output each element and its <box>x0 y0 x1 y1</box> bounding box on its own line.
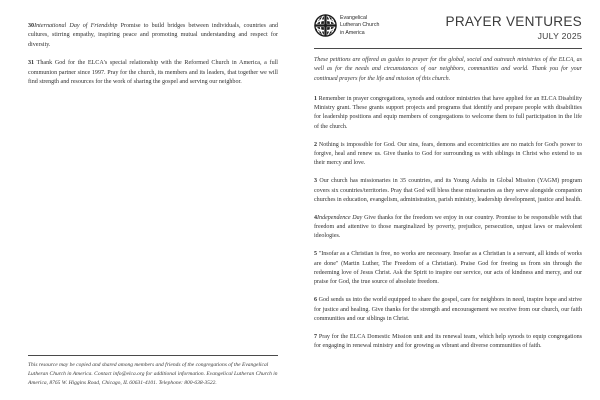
entry-number: 3 <box>314 178 318 185</box>
prayer-entry <box>314 177 582 205</box>
header-divider <box>314 48 582 49</box>
prayer-entry <box>314 141 582 169</box>
entry-text: "Insofar as a Christian is free, no works are necessary. Insofar as a Christian is a servant, all kinds of works are done" (Martin Luther, The Freedom of a Christian). Praise God for freeing us from sin through the redeeming love of Jesus Christ. Ask the Spirit to inspire our service, our acts of kindness and mercy, and our praise for God, the true source of absolute freedom. <box>314 251 582 286</box>
brand-line-2: Lutheran Church <box>340 22 380 29</box>
entry-number: 7 <box>314 333 318 340</box>
entry-text: Our church has missionaries in 35 countries, and its Young Adults in Global Mission (YAGM) program covers six countries/territories. Pray that God will bless these missionaries as they serve alongside companion churches in education, evangelism, administration, parish ministry, leadership development, justice and health. <box>314 178 582 203</box>
entry-text: Pray for the ELCA Domestic Mission unit and its renewal team, which help synods to equip congregations for engaging in renewal ministry and for growing as vibrant and diverse communities of faith. <box>314 333 582 350</box>
footer-text: This resource may be copied and shared among members and friends of the congregations of the Evangelical Lutheran Church in America. Contact info@elca.org for additional information. Evangelical Lutheran Church in America, 8765 W. Higgins Road, Chicago, IL 60631-4101. Telephone: 800-638-3522. <box>28 362 278 387</box>
brand-line-1: Evangelical <box>340 15 368 21</box>
prayer-entry <box>314 214 582 242</box>
entry-text: God sends us into the world equipped to share the gospel, care for neighbors in need, inspire hope and strive for justice and healing. Give thanks for the strength and encouragement we receive from our church, our faith communities and our siblings in Christ. <box>314 297 582 322</box>
entry-number: 1 <box>314 95 318 102</box>
entry-number: 5 <box>314 251 318 258</box>
brand-line-3: in America <box>340 29 365 36</box>
entry-emphasis: International Day of Friendship <box>34 23 118 29</box>
entry-text: Nothing is impossible for God. Our sins, fears, demons and eccentricities are no match for God's power to forgive, heal and renew us. Give thanks to God for surrounding us with siblings in Christ who extend to us their mercy and love. <box>314 141 582 167</box>
entry-emphasis: Independence Day <box>317 214 363 221</box>
entry-text: Promise to build bridges between individuals, countries and cultures, stirring empathy, inspiring peace and promoting mutual understanding and respect for diversity. <box>28 23 278 48</box>
entry-text: Give thanks for the freedom we enjoy in our country. Promise to be responsible with that freedom and attentive to those marginalized by poverty, prejudice, persecution, unjust laws or malevolent ideologies. <box>314 214 582 240</box>
elca-globe-cross-logo-icon <box>314 14 337 37</box>
entry-number: 4 <box>314 214 318 221</box>
page-subtitle: JULY 2025 <box>537 31 582 42</box>
title-block <box>446 12 584 43</box>
entry-number: 6 <box>314 297 318 304</box>
prayer-entry <box>314 250 582 287</box>
entry-number: 30 <box>28 23 35 29</box>
prayer-entry <box>314 296 582 324</box>
footer-block <box>28 355 278 388</box>
brand-lockup <box>314 12 379 37</box>
prayer-entry <box>28 59 278 87</box>
footer-divider <box>28 355 278 356</box>
entry-text: Remember in prayer congregations, synods and outdoor ministries that have applied for an ELCA Disability Ministry grant. These grants support projects and programs that identify and prepare people with disabilities for leadership positions and equip members of congregations to welcome them to full participation in the life of the church. <box>314 95 582 130</box>
intro-paragraph: These petitions are offered as guides to prayer for the global, social and outreach ministries of the ELCA, as well as for the needs and circumstances of our neighbors, communities and world. Thank you for your continued prayers for the life and mission of this church. <box>314 56 582 83</box>
masthead <box>310 10 584 43</box>
entry-number: 31 <box>28 60 35 67</box>
prayer-entry <box>28 22 278 50</box>
brand-wordmark <box>340 14 379 37</box>
entry-number: 2 <box>314 141 318 148</box>
right-column <box>300 0 600 400</box>
page-title: PRAYER VENTURES <box>445 14 582 29</box>
prayer-entry-list <box>314 95 582 352</box>
prayer-entry <box>314 333 582 352</box>
prayer-entry <box>314 95 582 132</box>
entry-text: Thank God for the ELCA's special relationship with the Reformed Church in America, a full communion partner since 1997. Pray for the church, its members and its leaders, that together we will find strength and resources for the work of sharing the gospel and serving our neighbor. <box>28 60 278 86</box>
